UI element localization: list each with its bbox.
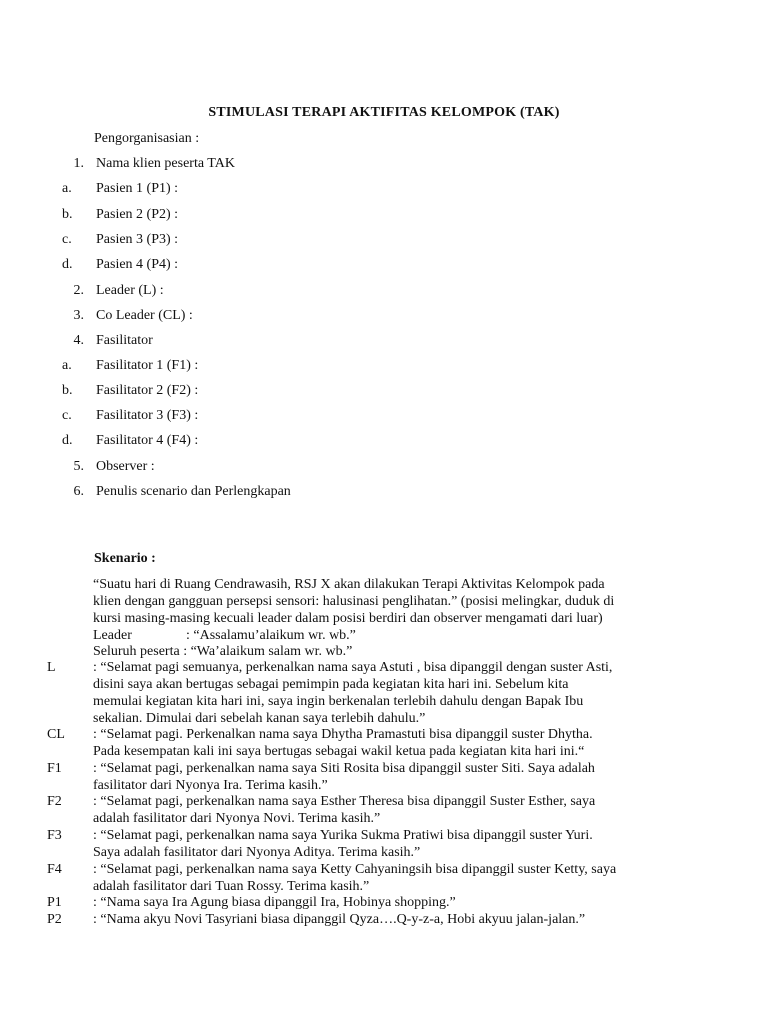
speaker-label: F2	[47, 794, 62, 809]
list-item-text: Penulis scenario dan Perlengkapan	[96, 484, 291, 499]
dialogue-text	[93, 861, 678, 895]
dialogue-line: : “Selamat pagi, perkenalkan nama saya Siti Rosita bisa dipanggil suster Siti. Saya adalah	[93, 761, 595, 776]
dialogue-line: disini saya akan bertugas sebagai pemimpin pada kegiatan kita hari ini. Sebelum kita	[93, 677, 569, 692]
organization-item	[0, 382, 768, 399]
dialogue-line: : “Selamat pagi semuanya, perkenalkan nama saya Astuti , bisa dipanggil dengan suster Asti,	[93, 660, 613, 675]
organization-item	[0, 231, 768, 248]
dialogue-line: memulai kegiatan kita hari ini, saya ingin berkenalan terlebih dahulu dengan Bapak Ibu	[93, 694, 584, 709]
list-marker: d.	[62, 257, 73, 272]
speaker-label: F4	[47, 862, 62, 877]
list-item-text: Pasien 1 (P1) :	[96, 181, 179, 196]
dialogue-text	[93, 659, 678, 727]
list-marker: 4.	[73, 333, 84, 348]
list-marker: b.	[62, 383, 73, 398]
dialogue-line: sekalian. Dimulai dari sebelah kanan saya terlebih dahulu.”	[93, 711, 426, 726]
organization-item	[0, 483, 768, 500]
list-marker: d.	[62, 433, 73, 448]
intro-line: klien dengan gangguan persepsi sensori: halusinasi penglihatan.” (posisi melingkar, duduk di	[93, 594, 615, 609]
dialogue-text	[93, 726, 678, 760]
intro-line: kursi masing-masing kecuali leader dalam posisi berdiri dan observer mengamati dari luar)	[93, 611, 603, 626]
organization-item	[0, 407, 768, 424]
organization-item	[0, 206, 768, 223]
list-marker: 5.	[73, 459, 84, 474]
organization-item	[0, 256, 768, 273]
organization-item	[0, 155, 768, 172]
speaker-label: CL	[47, 727, 65, 742]
dialogue-line: : “Selamat pagi, perkenalkan nama saya Yurika Sukma Pratiwi bisa dipanggil suster Yuri.	[93, 828, 593, 843]
organization-item	[0, 307, 768, 324]
organization-item	[0, 357, 768, 374]
list-marker: 3.	[73, 308, 84, 323]
participants-reply-line: Seluruh peserta : “Wa’alaikum salam wr. wb.”	[93, 644, 353, 659]
list-marker: c.	[62, 232, 72, 247]
organization-item	[0, 458, 768, 475]
dialogue-text	[93, 793, 678, 827]
dialogue-line: : “Nama akyu Novi Tasyriani biasa dipanggil Qyza….Q-y-z-a, Hobi akyuu jalan-jalan.”	[93, 912, 586, 927]
list-marker: a.	[62, 181, 72, 196]
list-marker: a.	[62, 358, 72, 373]
list-item-text: Fasilitator 2 (F2) :	[96, 383, 199, 398]
dialogue-line: adalah fasilitator dari Tuan Rossy. Terima kasih.”	[93, 879, 370, 894]
dialogue-text	[93, 760, 678, 794]
dialogue-line: Saya adalah fasilitator dari Nyonya Aditya. Terima kasih.”	[93, 845, 421, 860]
dialogue-line: : “Selamat pagi. Perkenalkan nama saya Dhytha Pramastuti bisa dipanggil suster Dhytha.	[93, 727, 593, 742]
leader-greeting-text: : “Assalamu’alaikum wr. wb.”	[186, 628, 356, 643]
list-item-text: Nama klien peserta TAK	[96, 156, 235, 171]
dialogue-text	[93, 827, 678, 861]
speaker-label: P1	[47, 895, 62, 910]
speaker-label: F3	[47, 828, 62, 843]
scenario-heading: Skenario :	[94, 551, 156, 566]
list-item-text: Pasien 3 (P3) :	[96, 232, 179, 247]
leader-greeting-line	[93, 627, 356, 644]
list-marker: 1.	[73, 156, 84, 171]
dialogue-line: : “Selamat pagi, perkenalkan nama saya Esther Theresa bisa dipanggil Suster Esther, saya	[93, 794, 596, 809]
organization-item	[0, 332, 768, 349]
list-item-text: Pasien 4 (P4) :	[96, 257, 179, 272]
dialogue-line: adalah fasilitator dari Nyonya Novi. Terima kasih.”	[93, 811, 381, 826]
list-marker: b.	[62, 207, 73, 222]
organization-item	[0, 432, 768, 449]
list-marker: 2.	[73, 283, 84, 298]
leader-label: Leader	[93, 628, 132, 643]
dialogue-line: Pada kesempatan kali ini saya bertugas sebagai wakil ketua pada kegiatan kita hari ini.“	[93, 744, 585, 759]
speaker-label: L	[47, 660, 56, 675]
list-item-text: Leader (L) :	[96, 283, 164, 298]
speaker-label: P2	[47, 912, 62, 927]
list-item-text: Fasilitator 1 (F1) :	[96, 358, 199, 373]
list-marker: 6.	[73, 484, 84, 499]
organization-item	[0, 180, 768, 197]
list-item-text: Fasilitator 4 (F4) :	[96, 433, 199, 448]
list-item-text: Co Leader (CL) :	[96, 308, 193, 323]
scenario-intro	[93, 576, 675, 627]
list-item-text: Observer :	[96, 459, 155, 474]
list-item-text: Fasilitator	[96, 333, 153, 348]
dialogue-line: : “Selamat pagi, perkenalkan nama saya Ketty Cahyaningsih bisa dipanggil suster Ketty, saya	[93, 862, 617, 877]
dialogue-text	[93, 894, 678, 911]
document-title: STIMULASI TERAPI AKTIFITAS KELOMPOK (TAK)	[208, 105, 560, 120]
list-marker: c.	[62, 408, 72, 423]
dialogue-text	[93, 911, 678, 928]
intro-line: “Suatu hari di Ruang Cendrawasih, RSJ X akan dilakukan Terapi Aktivitas Kelompok pada	[93, 577, 605, 592]
dialogue-line: fasilitator dari Nyonya Ira. Terima kasih.”	[93, 778, 328, 793]
speaker-label: F1	[47, 761, 62, 776]
dialogue-line: : “Nama saya Ira Agung biasa dipanggil Ira, Hobinya shopping.”	[93, 895, 456, 910]
list-item-text: Pasien 2 (P2) :	[96, 207, 179, 222]
organization-heading: Pengorganisasian :	[94, 131, 200, 146]
list-item-text: Fasilitator 3 (F3) :	[96, 408, 199, 423]
organization-item	[0, 282, 768, 299]
